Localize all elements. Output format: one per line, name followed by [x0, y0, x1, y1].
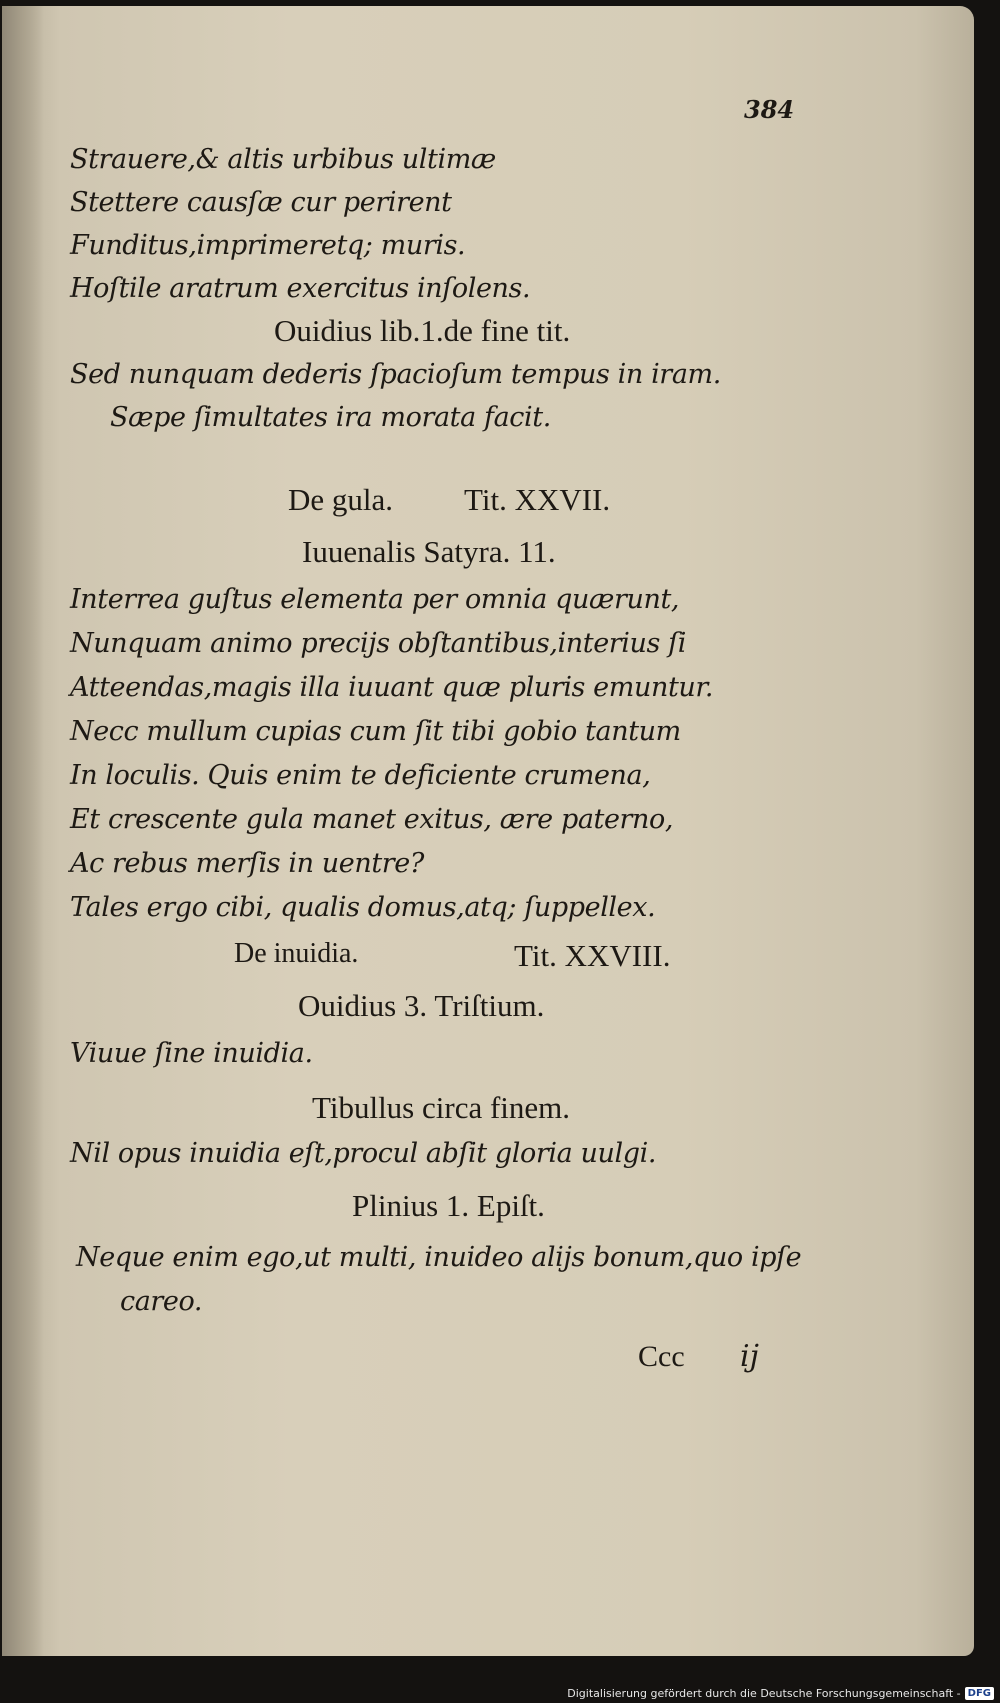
section-heading: Ouidius 3. Triſtium.: [298, 988, 545, 1023]
text-line: Nunquam animo precijs obſtantibus,interius ſi: [70, 628, 686, 659]
signature-mark: Ccc: [638, 1340, 685, 1373]
text-line: In loculis. Quis enim te deficiente crumena,: [70, 760, 651, 791]
section-heading: Tibullus circa finem.: [312, 1090, 571, 1125]
text-line: Strauere,& altis urbibus ultimæ: [70, 144, 496, 175]
title-heading: De gula.: [288, 482, 394, 517]
text-line: Viuue ſine inuidia.: [70, 1038, 313, 1069]
text-line: Funditus,imprimeretq; muris.: [70, 230, 466, 261]
text-line: Necc mullum cupias cum ſit tibi gobio tantum: [70, 716, 681, 747]
text-line: Atteendas,magis illa iuuant quæ pluris emuntur.: [70, 672, 714, 703]
text-line: Hoſtile aratrum exercitus inſolens.: [70, 273, 531, 304]
book-page: [2, 6, 974, 1656]
folio-number: 384: [744, 95, 795, 124]
section-heading: Plinius 1. Epiſt.: [352, 1188, 545, 1223]
text-line: Sæpe ſimultates ira morata facit.: [110, 402, 551, 433]
text-line: Interrea guſtus elementa per omnia quærunt,: [70, 584, 680, 615]
text-line: Ac rebus merſis in uentre?: [70, 848, 424, 879]
text-line: Sed nunquam dederis ſpacioſum tempus in iram.: [70, 359, 721, 390]
section-heading: Ouidius lib.1.de fine tit.: [274, 313, 571, 348]
section-heading: Iuuenalis Satyra. 11.: [302, 534, 556, 569]
credit-text: Digitalisierung gefördert durch die Deutsche Forschungsgemeinschaft -: [567, 1687, 961, 1700]
text-line: Tales ergo cibi, qualis domus,atq; ſuppellex.: [70, 892, 656, 923]
title-number: Tit. XXVIII.: [514, 938, 671, 973]
dfg-logo: DFG: [965, 1687, 994, 1700]
text-line: careo.: [120, 1286, 203, 1317]
text-line: Nil opus inuidia eſt,procul abſit gloria uulgi.: [70, 1138, 657, 1169]
page-text: [2, 6, 974, 1656]
text-line: Stettere causſæ cur perirent: [70, 187, 452, 218]
text-line: Et crescente gula manet exitus, ære paterno,: [70, 804, 674, 835]
title-number: Tit. XXVII.: [464, 482, 611, 517]
digitization-credit: [567, 1687, 994, 1700]
title-heading: De inuidia.: [234, 938, 359, 969]
text-line: Neque enim ego,ut multi, inuideo alijs bonum,quo ipſe: [76, 1242, 802, 1273]
signature-number: ij: [740, 1339, 759, 1374]
